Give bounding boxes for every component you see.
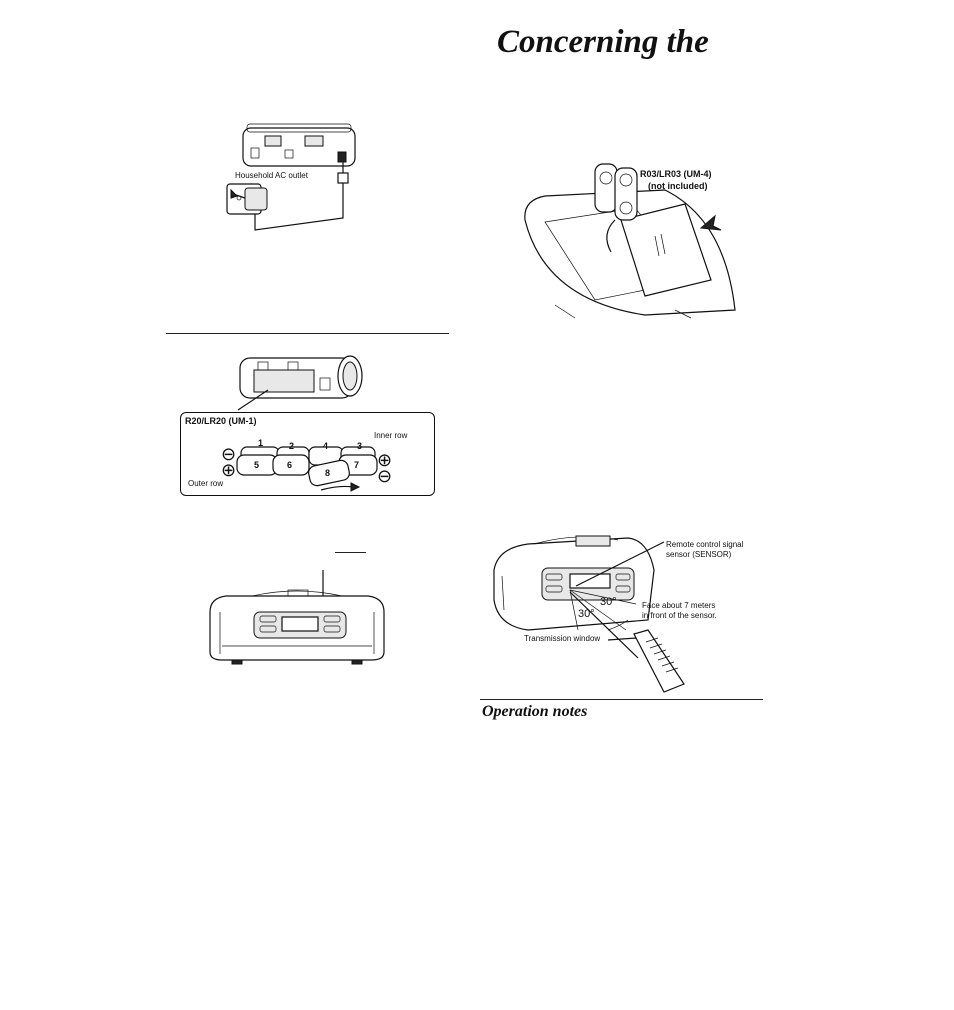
plus-symbol: ⊕	[221, 460, 237, 480]
battery-cells	[181, 413, 434, 495]
remote-battery-figure	[515, 160, 740, 320]
transmission-window-label: Transmission window	[524, 634, 601, 643]
sensor-label-line1: Remote control signal	[666, 540, 744, 549]
remote-battery-note: (not included)	[648, 181, 708, 191]
angle-right-label: 30°	[600, 596, 617, 608]
ac-power-illustration	[225, 118, 365, 243]
plus-symbol: ⊕	[377, 450, 393, 470]
sensor-label-line2: sensor (SENSOR)	[666, 550, 732, 559]
battery-number-7: 7	[354, 460, 360, 470]
outer-row-label: Outer row	[188, 479, 224, 488]
remote-sensor-figure	[488, 530, 768, 698]
minus-symbol: ⊖	[377, 466, 393, 486]
battery-number-4: 4	[323, 441, 329, 451]
battery-number-6: 6	[287, 460, 293, 470]
left-divider	[166, 333, 449, 334]
battery-number-5: 5	[254, 460, 260, 470]
minus-symbol: ⊖	[221, 444, 237, 464]
outlet-label: Household AC outlet	[235, 171, 308, 180]
page-title: Concerning the	[497, 24, 709, 60]
short-rule	[335, 552, 366, 553]
distance-label-line2: in front of the sensor.	[642, 611, 717, 620]
battery-number-3: 3	[357, 441, 363, 451]
section-heading: Operation notes	[482, 703, 588, 720]
unit-battery-type: R20/LR20 (UM-1)	[185, 416, 257, 426]
remote-battery-type: R03/LR03 (UM-4)	[640, 169, 712, 179]
battery-number-1: 1	[258, 438, 264, 448]
unit-rear-battery-illustration	[238, 352, 368, 412]
angle-left-label: 30°	[578, 608, 595, 620]
right-divider	[480, 699, 763, 700]
ac-power-figure	[225, 118, 365, 243]
battery-number-8: 8	[325, 468, 331, 478]
distance-label-line1: Face about 7 meters	[642, 601, 716, 610]
unit-front-illustration	[202, 568, 392, 668]
battery-diagram-box	[180, 412, 435, 496]
inner-row-label: Inner row	[374, 431, 408, 440]
battery-number-2: 2	[289, 441, 295, 451]
